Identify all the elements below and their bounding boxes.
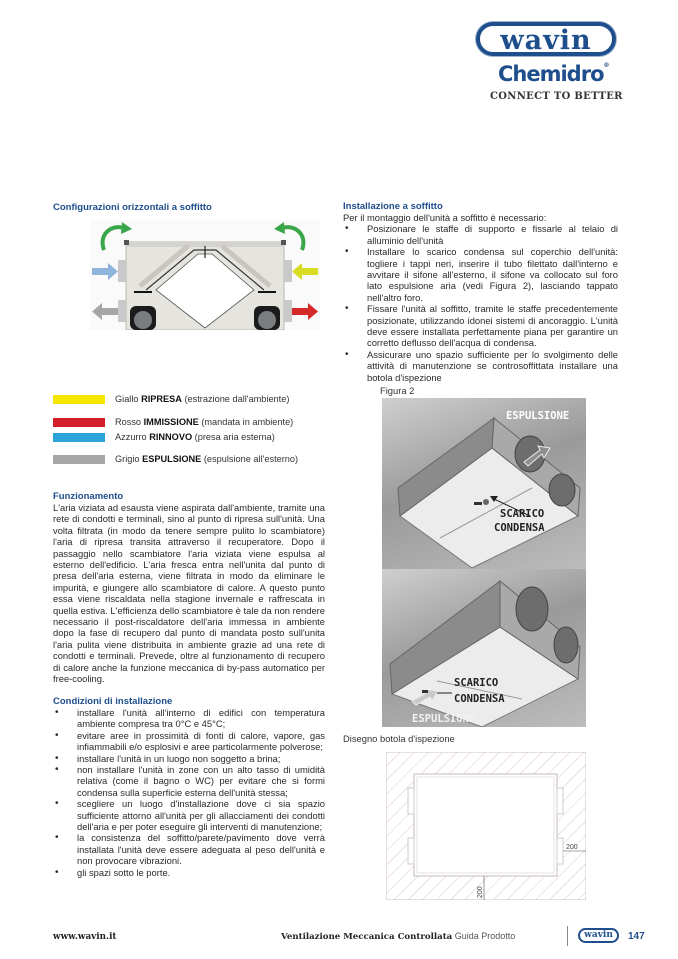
list-item: • Posizionare le staffe di supporto e fissarle al telaio di alluminio dell'unità	[343, 223, 618, 246]
installazione-title: Installazione a soffitto	[343, 201, 443, 212]
condizioni-section	[53, 696, 325, 878]
espulsione-label: ESPULSIONE	[412, 713, 476, 725]
legend-swatch	[53, 395, 105, 404]
footer-title-light: Guida Prodotto	[454, 931, 516, 941]
list-item: • Assicurare uno spazio sufficiente per lo svolgimento delle attività di manutenzione se controsoffittata installare una botola d'ispezione	[343, 349, 618, 383]
installazione-section	[343, 201, 618, 383]
list-item: • non installare l'unità in zone con un alto tasso di umidità relativa (come il bagno o WC) per evitare che si formi condensa sulla superficie esterna dell'unità stessa;	[53, 764, 325, 798]
legend-desc: (estrazione dall'ambiente)	[184, 394, 290, 404]
legend-swatch	[53, 433, 105, 442]
footer-logo-text: wavin	[584, 930, 613, 940]
funzionamento-section	[53, 491, 325, 685]
unit-illustration	[382, 398, 586, 573]
list-item: • installare l'unità all'interno di edifici con temperatura ambiente compresa tra 0°C e 45°C;	[53, 707, 325, 730]
footer-title	[281, 931, 515, 942]
wavin-logo-text: wavin	[500, 25, 592, 56]
airflow-scheme-diagram	[90, 220, 320, 330]
drawing-caption: Disegno botola d'ispezione	[343, 733, 455, 744]
list-item: • Fissare l'unità al soffitto, tramite le staffe precedentemente posizionate, utilizzando idonei sistemi di ancoraggio. L'unità deve essere installata perfettamente piana per garantire un corretto deflusso dell'acqua di condensa.	[343, 303, 618, 349]
funzionamento-text: L'aria viziata ad esausta viene aspirata dall'ambiente, tramite una rete di condotti e terminali, sino al punto di ripresa sull'unità. Una volta filtrata (in modo da tenere sempre pulito lo scambiatore) l'aria di ripresa transita attraverso il recuperatore. Dopo il passaggio nello scambiatore l'aria viziata viene espulsa al esterno dell'edificio. L'aria fresca entra nell'unita dal punto di presa dell'aria esterna, viene filtrata in modo da eliminare le impurità, e giungere allo scambiatore di calore. A questo punto essa viene riscaldata nella stagione invernale e raffrescata in quella estiva. L'efficienza dello scambiatore è tale da non rendere necessario il post-riscaldatore dell'aria immessa in ambiente dopo la fase di recupero dal punto di mandata posto sull'unita l'aria pulita viene distribuita in ambiente grazie ad una rete di condotti e terminali. Prevede, oltre al funzionamento di recupero di calore anche la funzione meccanica di by-pass automatico per free-cooling.	[53, 502, 325, 685]
legend-swatch	[53, 455, 105, 464]
figure-2-caption: Figura 2	[380, 385, 415, 396]
config-section-title: Configurazioni orizzontali a soffitto	[53, 202, 212, 213]
legend-term: RIPRESA	[141, 394, 182, 404]
condizioni-list	[53, 707, 325, 878]
espulsione-label: ESPULSIONE	[506, 410, 570, 422]
list-item: • gli spazi sotto le porte.	[53, 867, 325, 878]
dimension-right: 200	[566, 844, 578, 851]
condensa-label: CONDENSA	[454, 693, 505, 705]
legend-swatch	[53, 418, 105, 427]
brand-logo	[470, 18, 660, 108]
legend-desc: (presa aria esterna)	[194, 432, 275, 442]
legend-color-name: Azzurro	[115, 432, 147, 442]
legend-color-name: Giallo	[115, 394, 139, 404]
condensa-label: CONDENSA	[494, 522, 545, 534]
chemidro-text: Chemidro	[498, 62, 604, 86]
footer-wavin-logo	[578, 928, 619, 943]
legend-desc: (espulsione all'esterno)	[203, 454, 299, 464]
corner-bracket	[124, 240, 129, 245]
scarico-label: SCARICO	[500, 508, 545, 520]
legend-term: RINNOVO	[149, 432, 193, 442]
footer-url-link[interactable]: www.wavin.it	[53, 932, 117, 942]
unit-photo-bottom	[382, 569, 586, 727]
brand-tagline: CONNECT TO BETTER	[490, 91, 623, 102]
inspection-hatch-drawing	[386, 752, 586, 900]
installazione-intro: Per il montaggio dell'unità a soffitto è necessario:	[343, 212, 547, 223]
page-number: 147	[628, 931, 645, 942]
dimension-bottom: 200	[477, 886, 484, 898]
legend-color-name: Grigio	[115, 454, 140, 464]
list-item: • scegliere un luogo d'installazione dove ci sia spazio sufficiente attorno all'unità per gli allacciamenti dei condotti dell'aria e per poter eseguire gli interventi di manutenzione;	[53, 798, 325, 832]
footer-title-bold: Ventilazione Meccanica Controllata	[281, 932, 453, 942]
wavin-logo	[476, 22, 616, 56]
legend-term: ESPULSIONE	[142, 454, 202, 464]
scarico-label: SCARICO	[454, 677, 499, 689]
unit-outline	[414, 774, 557, 876]
list-item: • Installare lo scarico condensa sul coperchio dell'unità: togliere i tappi neri, inserire il tubo filettato dall'interno e avvitare il sifone all'esterno, il sifone va collocato sul foro lato espulsione aria (vedi Figura 2), lasciando tappato nell'altro foro.	[343, 246, 618, 303]
legend-term: IMMISSIONE	[143, 417, 199, 427]
installazione-list	[343, 223, 618, 383]
legend-color-name: Rosso	[115, 417, 142, 427]
chemidro-logo: Chemidro®	[498, 62, 609, 86]
corner-bracket	[281, 240, 286, 245]
funzionamento-title: Funzionamento	[53, 491, 124, 502]
list-item: • evitare aree in prossimità di fonti di calore, vapore, gas infiammabili e/o esplosivi e aree particolarmente polverose;	[53, 730, 325, 753]
unit-photo-top	[382, 398, 586, 573]
footer-divider	[567, 926, 568, 946]
list-item: • installare l'unità in un luogo non soggetto a brina;	[53, 753, 325, 764]
condizioni-title: Condizioni di installazione	[53, 696, 173, 707]
list-item: • la consistenza del soffitto/parete/pavimento dove verrà installata l'unità deve essere adeguata al peso dell'unità e non provocare vibrazioni.	[53, 832, 325, 866]
legend-desc: (mandata in ambiente)	[201, 417, 294, 427]
